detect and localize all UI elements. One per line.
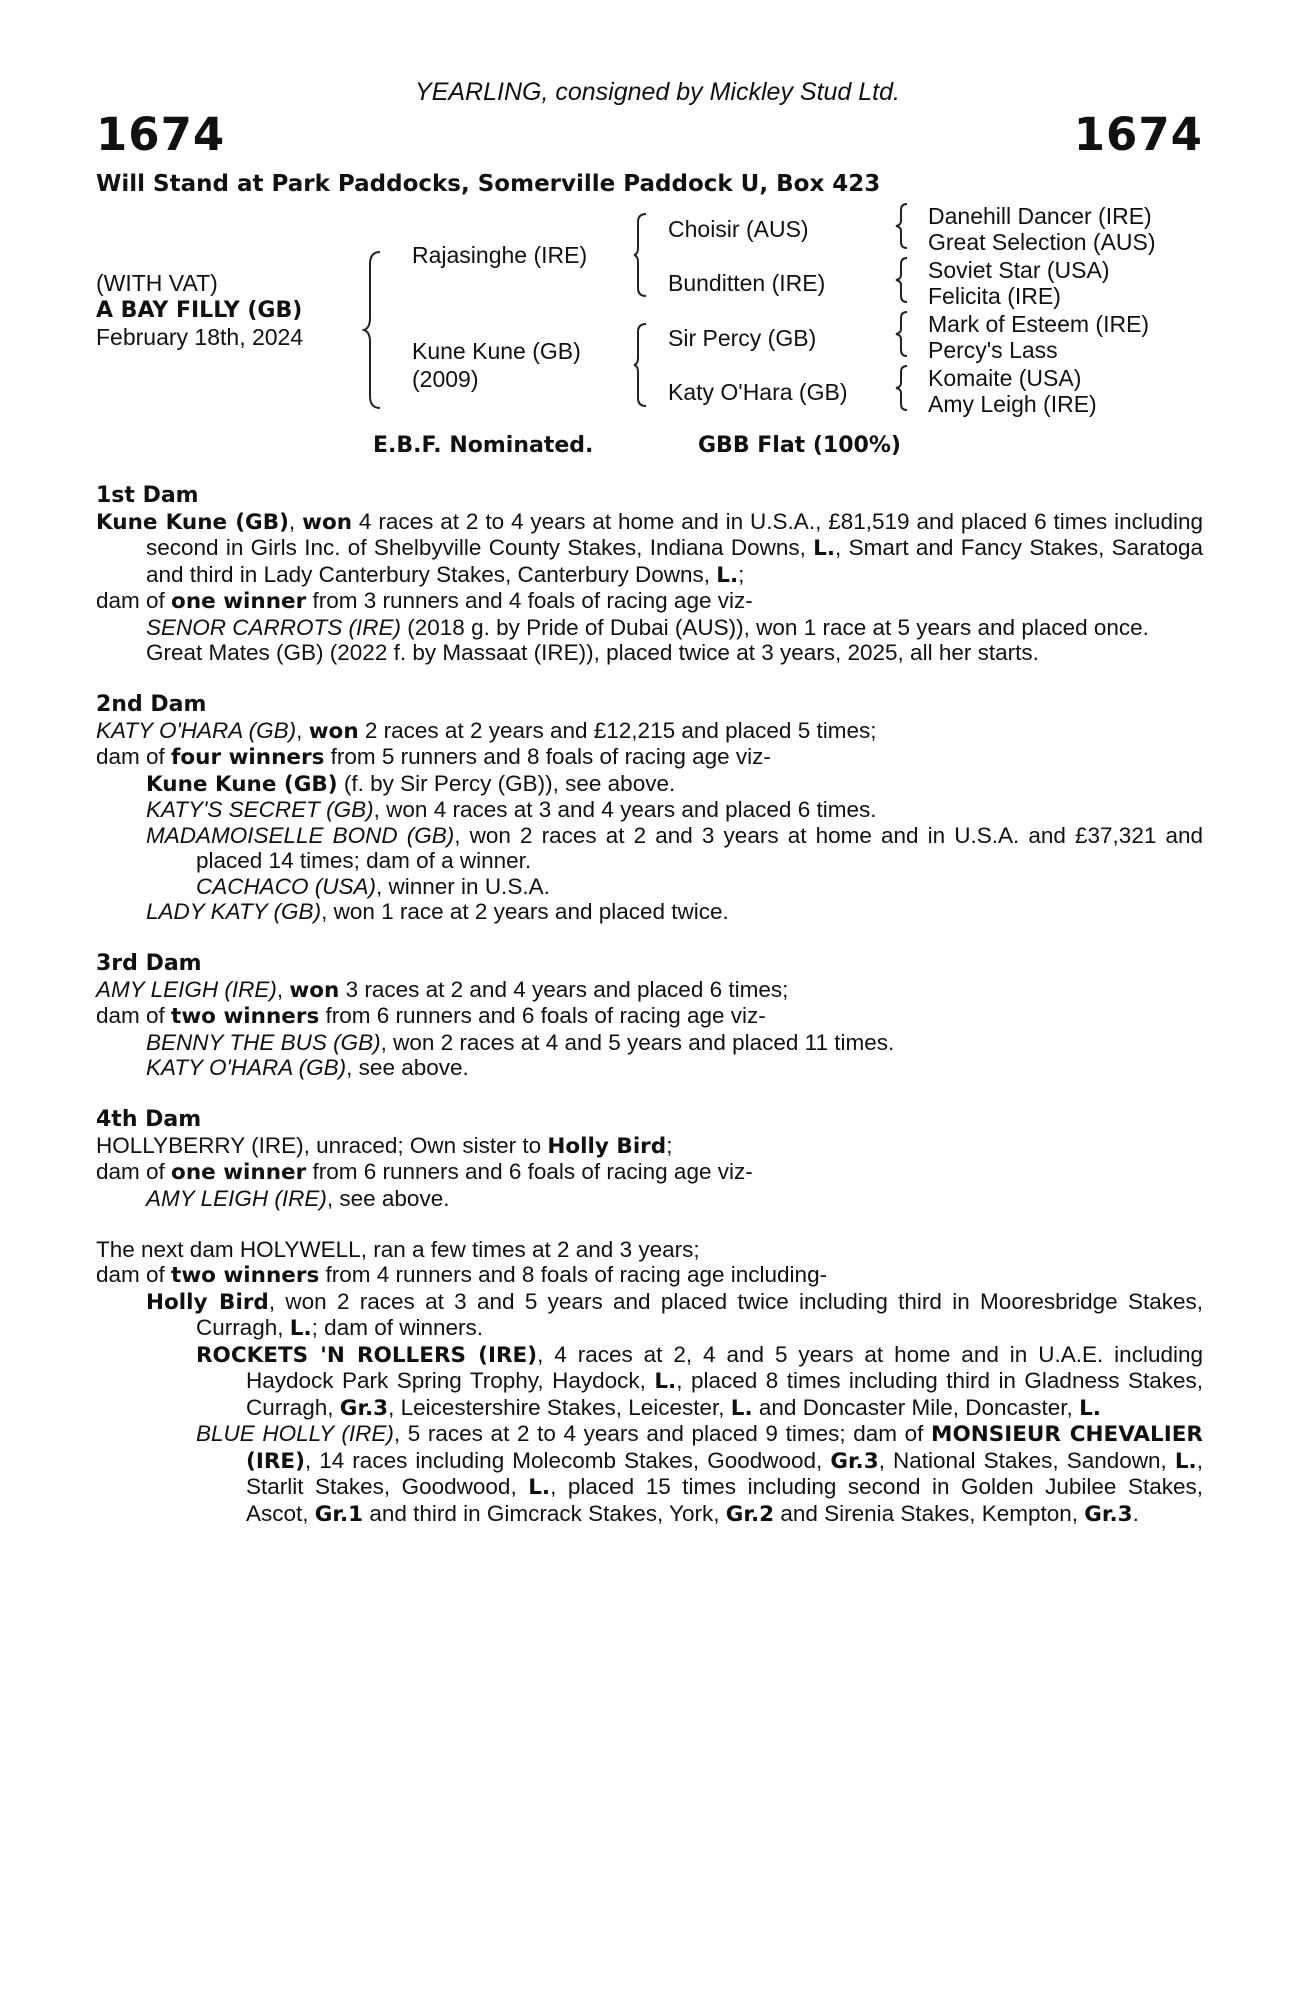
pedigree-bracket-gen1 (362, 250, 392, 410)
vat-note: (WITH VAT) (96, 270, 218, 296)
pedigree-gen2-1: Choisir (AUS) (668, 216, 809, 242)
pedigree-gen3-2: Great Selection (AUS) (928, 229, 1156, 255)
first-dam-produce-summary: dam of one winner from 3 runners and 4 foals of racing age viz- (96, 588, 753, 614)
pedigree-gen3-1: Danehill Dancer (IRE) (928, 203, 1152, 229)
lot-number-right: 1674 (1073, 108, 1203, 161)
pedigree-dam: Kune Kune (GB) (412, 338, 581, 364)
ebf-nominated: E.B.F. Nominated. (373, 433, 594, 458)
pedigree-bracket-dam (632, 322, 654, 408)
second-dam-progeny-2: KATY'S SECRET (GB), won 4 races at 3 and 4 years and placed 6 times. (146, 797, 877, 822)
second-dam-progeny-3: MADAMOISELLE BOND (GB), won 2 races at 2 and 3 years at home and in U.S.A. and £37,321 and placed 14 times; dam of a winner. (146, 822, 1203, 873)
pedigree-gen2-4: Katy O'Hara (GB) (668, 379, 848, 405)
third-dam-progeny-2: KATY O'HARA (GB), see above. (146, 1055, 469, 1080)
first-dam-progeny-1: SENOR CARROTS (IRE) (2018 g. by Pride of Dubai (AUS)), won 1 race at 5 years and placed once. (146, 614, 1149, 640)
pedigree-dam-year: (2009) (412, 366, 479, 392)
third-dam-progeny-1: BENNY THE BUS (GB), won 2 races at 4 and 5 years and placed 11 times. (146, 1029, 895, 1055)
second-dam-grandprogeny-1: CACHACO (USA), winner in U.S.A. (196, 873, 550, 899)
second-dam-progeny-4: LADY KATY (GB), won 1 race at 2 years and placed twice. (146, 899, 729, 924)
fourth-dam-record: HOLLYBERRY (IRE), unraced; Own sister to Holly Bird; (96, 1132, 673, 1159)
pedigree-bracket-g3-3 (893, 310, 913, 358)
dam-notes (96, 482, 1203, 1527)
pedigree-gen3-4: Felicita (IRE) (928, 283, 1061, 309)
pedigree-bracket-sire (632, 212, 654, 298)
pedigree-gen3-5: Mark of Esteem (IRE) (928, 311, 1150, 337)
first-dam-record: Kune Kune (GB), won 4 races at 2 to 4 years at home and in U.S.A., £81,519 and placed 6 times including second in Girls Inc. of Shelbyville County Stakes, Indiana Downs, L., Smart and Fancy Stakes, Saratoga and third in Lady Canterbury Stakes, Canterbury Downs, L.; (96, 508, 1203, 588)
first-dam-heading: 1st Dam (96, 483, 199, 508)
lot-number-left: 1674 (96, 108, 226, 161)
next-dam-produce-summary: dam of two winners from 4 runners and 8 foals of racing age including- (96, 1262, 828, 1288)
pedigree-gen2-2: Bunditten (IRE) (668, 270, 826, 296)
next-dam-grandprogeny-blue-holly: BLUE HOLLY (IRE), 5 races at 2 to 4 years and placed 9 times; dam of MONSIEUR CHEVALIER (IRE), 14 races including Molecomb Stakes, Goodwood, Gr.3, National Stakes, Sandown, L., Starlit Stakes, Goodwood, L., placed 15 times including second in Golden Jubilee Stakes, Ascot, Gr.1 and third in Gimcrack Stakes, York, Gr.2 and Sirenia Stakes, Kempton, Gr.3. (196, 1421, 1203, 1527)
next-dam-grandprogeny-rockets-n-rollers: ROCKETS 'N ROLLERS (IRE), 4 races at 2, 4 and 5 years at home and in U.A.E. including Haydock Park Spring Trophy, Haydock, L., placed 8 times including third in Gladness Stakes, Curragh, Gr.3, Leicestershire Stakes, Leicester, L. and Doncaster Mile, Doncaster, L. (196, 1341, 1203, 1421)
horse-name: A BAY FILLY (GB) (96, 298, 303, 323)
third-dam-record: AMY LEIGH (IRE), won 3 races at 2 and 4 years and placed 6 times; (96, 976, 789, 1003)
second-dam-produce-summary: dam of four winners from 5 runners and 8 foals of racing age viz- (96, 744, 771, 770)
consignment-line: YEARLING, consigned by Mickley Stud Ltd. (415, 78, 900, 106)
third-dam-heading: 3rd Dam (96, 951, 202, 976)
fourth-dam-heading: 4th Dam (96, 1107, 202, 1132)
pedigree-bracket-g3-1 (893, 202, 913, 250)
second-dam-record: KATY O'HARA (GB), won 2 races at 2 years and £12,215 and placed 5 times; (96, 717, 877, 744)
pedigree-gen3-6: Percy's Lass (928, 337, 1058, 363)
pedigree-bracket-g3-4 (893, 364, 913, 412)
pedigree-bracket-g3-2 (893, 256, 913, 304)
fourth-dam-progeny-1: AMY LEIGH (IRE), see above. (146, 1185, 450, 1211)
stand-location: Will Stand at Park Paddocks, Somerville Paddock U, Box 423 (96, 171, 881, 197)
fourth-dam-produce-summary: dam of one winner from 6 runners and 6 foals of racing age viz- (96, 1159, 753, 1185)
next-dam-record: The next dam HOLYWELL, ran a few times at 2 and 3 years; (96, 1236, 700, 1262)
pedigree-sire: Rajasinghe (IRE) (412, 242, 588, 268)
pedigree-gen2-3: Sir Percy (GB) (668, 325, 817, 351)
third-dam-produce-summary: dam of two winners from 6 runners and 6 foals of racing age viz- (96, 1003, 766, 1029)
pedigree-gen3-7: Komaite (USA) (928, 365, 1082, 391)
second-dam-heading: 2nd Dam (96, 692, 207, 717)
horse-dob: February 18th, 2024 (96, 324, 304, 350)
first-dam-progeny-2: Great Mates (GB) (2022 f. by Massaat (IRE)), placed twice at 3 years, 2025, all her starts. (146, 640, 1039, 665)
next-dam-progeny-holly-bird: Holly Bird, won 2 races at 3 and 5 years and placed twice including third in Mooresbridge Stakes, Curragh, L.; dam of winners. (146, 1288, 1203, 1341)
gbb-flat: GBB Flat (100%) (698, 433, 901, 458)
pedigree-gen3-3: Soviet Star (USA) (928, 257, 1110, 283)
pedigree-gen3-8: Amy Leigh (IRE) (928, 391, 1097, 417)
second-dam-progeny-1: Kune Kune (GB) (f. by Sir Percy (GB)), see above. (146, 770, 676, 797)
